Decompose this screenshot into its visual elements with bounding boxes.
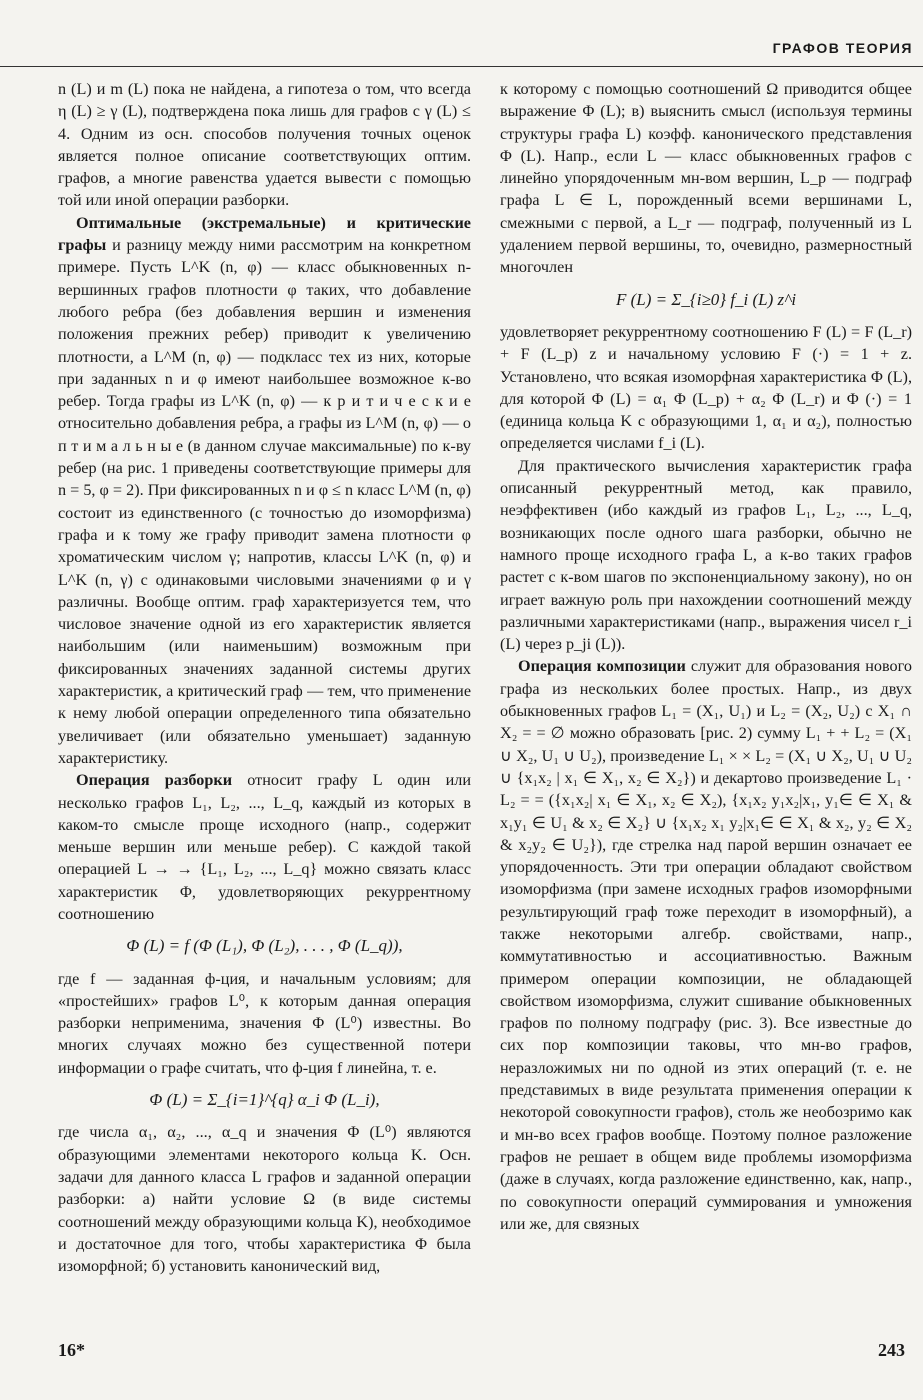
section-title: Операция композиции [518, 657, 686, 676]
paragraph-text: и разницу между ними рассмотрим на конкретном примере. Пусть L^K (n, φ) — класс обыкновенных n-вершинных графов плотности φ таких, что добавление любого ребра (без добавления вершин и изменения положения прежних ребер) приводит к увеличению плотности, а L^M (n, φ) — подкласс тех из них, которые при заданных n и φ имеют наибольшее возможное к-во ребер. Тогда графы из L^K (n, φ) — к р и т и ч е с к и е относительно добавления ребра, а графы из L^M (n, φ) — о п т и м а л ь н ы е (в данном случае максимальные) по к-ву ребер (на рис. 1 приведены соответствующие примеры для n = 5, φ = 2). При фиксированных n и φ ≤ n класс L^M (n, φ) состоит из единственного (с точностью до изоморфизма) графа и к тому же графу приводит замена плотности φ хроматическим числом γ; напротив, классы L^K (n, φ) и L^K (n, γ) с одинаковыми числовыми значениями φ и γ различны. Вообще оптим. граф характеризуется тем, что числовое значение одной из его характеристик является наибольшим (или наименьшим) возможным при фиксированных значениях заданной системы других характеристик, а критический граф — тем, что применение к нему любой операции определенного типа обязательно увеличивает (или обязательно уменьшает) заданную характеристику. [58, 236, 471, 767]
formula: Φ (L) = Σ_{i=1}^{q} α_i Φ (L_i), [149, 1090, 380, 1110]
left-column [58, 78, 471, 1328]
formula: F (L) = Σ_{i≥0} f_i (L) z^i [615, 289, 797, 309]
page-number: 243 [878, 1340, 905, 1360]
paragraph: удовлетворяет рекуррентному соотношению F (L) = F (L_r) + F (L_p) z и начальному условию F (·) = 1 + z. Установлено, что всякая изоморфная характеристика Φ (L), для которой Φ (L) = α₁ Φ (L_p) + α₂ Φ (L_r) и Φ (·) = 1 (единица кольца K с образующими 1, α₁ и α₂), полностью определяется числами f_i (L). [500, 322, 912, 453]
paragraph [58, 212, 471, 769]
running-title: ГРАФОВ ТЕОРИЯ [772, 40, 913, 56]
paragraph: где числа α₁, α₂, ..., α_q и значения Φ (L⁰) являются образующими элементами некоторого кольца K. Осн. задачи для данного класса L графов и заданной операции разборки: а) найти условие Ω (в виде системы соотношений между образующими кольца K), необходимое и достаточное для того, чтобы характеристика Φ была изоморфной; б) установить канонический вид, [58, 1123, 471, 1276]
paragraph: где f — заданная ф-ция, и начальным условиям; для «простейших» графов L⁰, к которым данная операция разборки неприменима, значения Φ (L⁰) известны. Во многих случаях можно без существенной потери информации о графе считать, что ф-ция f линейна, т. е. [58, 969, 471, 1077]
paragraph: к которому с помощью соотношений Ω приводится общее выражение Φ (L); в) выяснить смысл (используя термины структуры графа L) коэфф. канонического представления Φ (L). Напр., если L — класс обыкновенных графов с линейно упорядоченным мн-вом вершин, L_p — подграф графа L ∈ L, порожденный всеми вершинами L, смежными с первой, а L_r — подграф, полученный из L удалением первой вершины, то, очевидно, размерностный многочлен [500, 80, 912, 277]
right-column [500, 78, 912, 1328]
paragraph [500, 655, 912, 1235]
paragraph-text: служит для образования нового графа из нескольких более простых. Напр., из двух обыкновенных графов L₁ = (X₁, U₁) и L₂ = (X₂, U₂) с X₁ ∩ X₂ = = ∅ можно образовать [рис. 2) сумму L₁ + + L₂ = (X₁ ∪ X₂, U₁ ∪ U₂), произведение L₁ × × L₂ = (X₁ ∪ X₂, U₁ ∪ U₂ ∪ {x₁x₂ | x₁ ∈ X₁, x₂ ∈ X₂}) и декартово произведение L₁ · L₂ = = ({x₁x₂| x₁ ∈ X₁, x₂ ∈ X₂), {x₁x₂ y₁x₂|x₁, y₁∈ ∈ X₁ & x₁y₁ ∈ U₁ & x₂ ∈ X₂} ∪ {x₁x₂ x₁ y₂|x₁∈ ∈ X₁ & x₂, y₂ ∈ X₂ & x₂y₂ ∈ U₂}), где стрелка над парой вершин означает ее упорядоченность. Эти три операции обладают свойством изоморфизма (при замене исходных графов изоморфными результирующий граф тоже переходит в изоморфный), а также некоторыми алгебр. свойствами, напр., коммутативностью и ассоциативностью. Важным примером операции композиции, не обладающей свойством изоморфизма, служит сшивание обыкновенных графов по полному подграфу (рис. 3). Все известные до сих пор композиции таковы, что мн-во графов, неразложимых ни по одной из этих операций (т. е. не представимых в виде результата применения операции к некоторой совокупности графов), столь же необозримо как и мн-во всех графов вообще. Поэтому полное разложение графов не решает в общем виде проблемы изоморфизма (даже в случаях, когда разложение единственно, как, напр., по совокупности операций суммирования и умножения или же, для связных [500, 657, 912, 1233]
header-rule [0, 66, 923, 67]
paragraph: n (L) и m (L) пока не найдена, а гипотеза о том, что всегда η (L) ≥ γ (L), подтверждена пока лишь для графов с γ (L) ≤ 4. Одним из осн. способов получения точных оценок является полное описание соответствующих оптим. графов, а многие равенства удается вывести с помощью той или иной операции разборки. [58, 80, 471, 210]
paragraph [58, 769, 471, 925]
signature-mark: 16* [58, 1340, 85, 1360]
section-title: Оптимальные (экстремальные) и критические графы [58, 213, 471, 255]
paragraph: Для практического вычисления характеристик графа описанный рекуррентный метод, как правило, неэффективен (ибо каждый из графов L₁, L₂, ..., L_q, возникающих после одного шага разборки, обычно не намного проще исходного графа L, а к-во таких графов растет с к-вом шагов по экспоненциальному закону), но он играет важную роль при нахождении соотношений между различными характеристиками (напр., выражения чисел r_i (L) через p_ji (L)). [500, 456, 912, 654]
section-title: Операция разборки [76, 771, 233, 790]
formula: Φ (L) = f (Φ (L₁), Φ (L₂), . . . , Φ (L_q)), [126, 936, 403, 956]
paragraph-text: относит графу L один или несколько графов L₁, L₂, ..., L_q, каждый из которых в каком-то смысле проще исходного (напр., содержит меньше вершин или меньше ребер). С каждой такой операцией L → → {L₁, L₂, ..., L_q} можно связать класс характеристик Φ, удовлетворяющих рекуррентному соотношению [58, 771, 471, 923]
